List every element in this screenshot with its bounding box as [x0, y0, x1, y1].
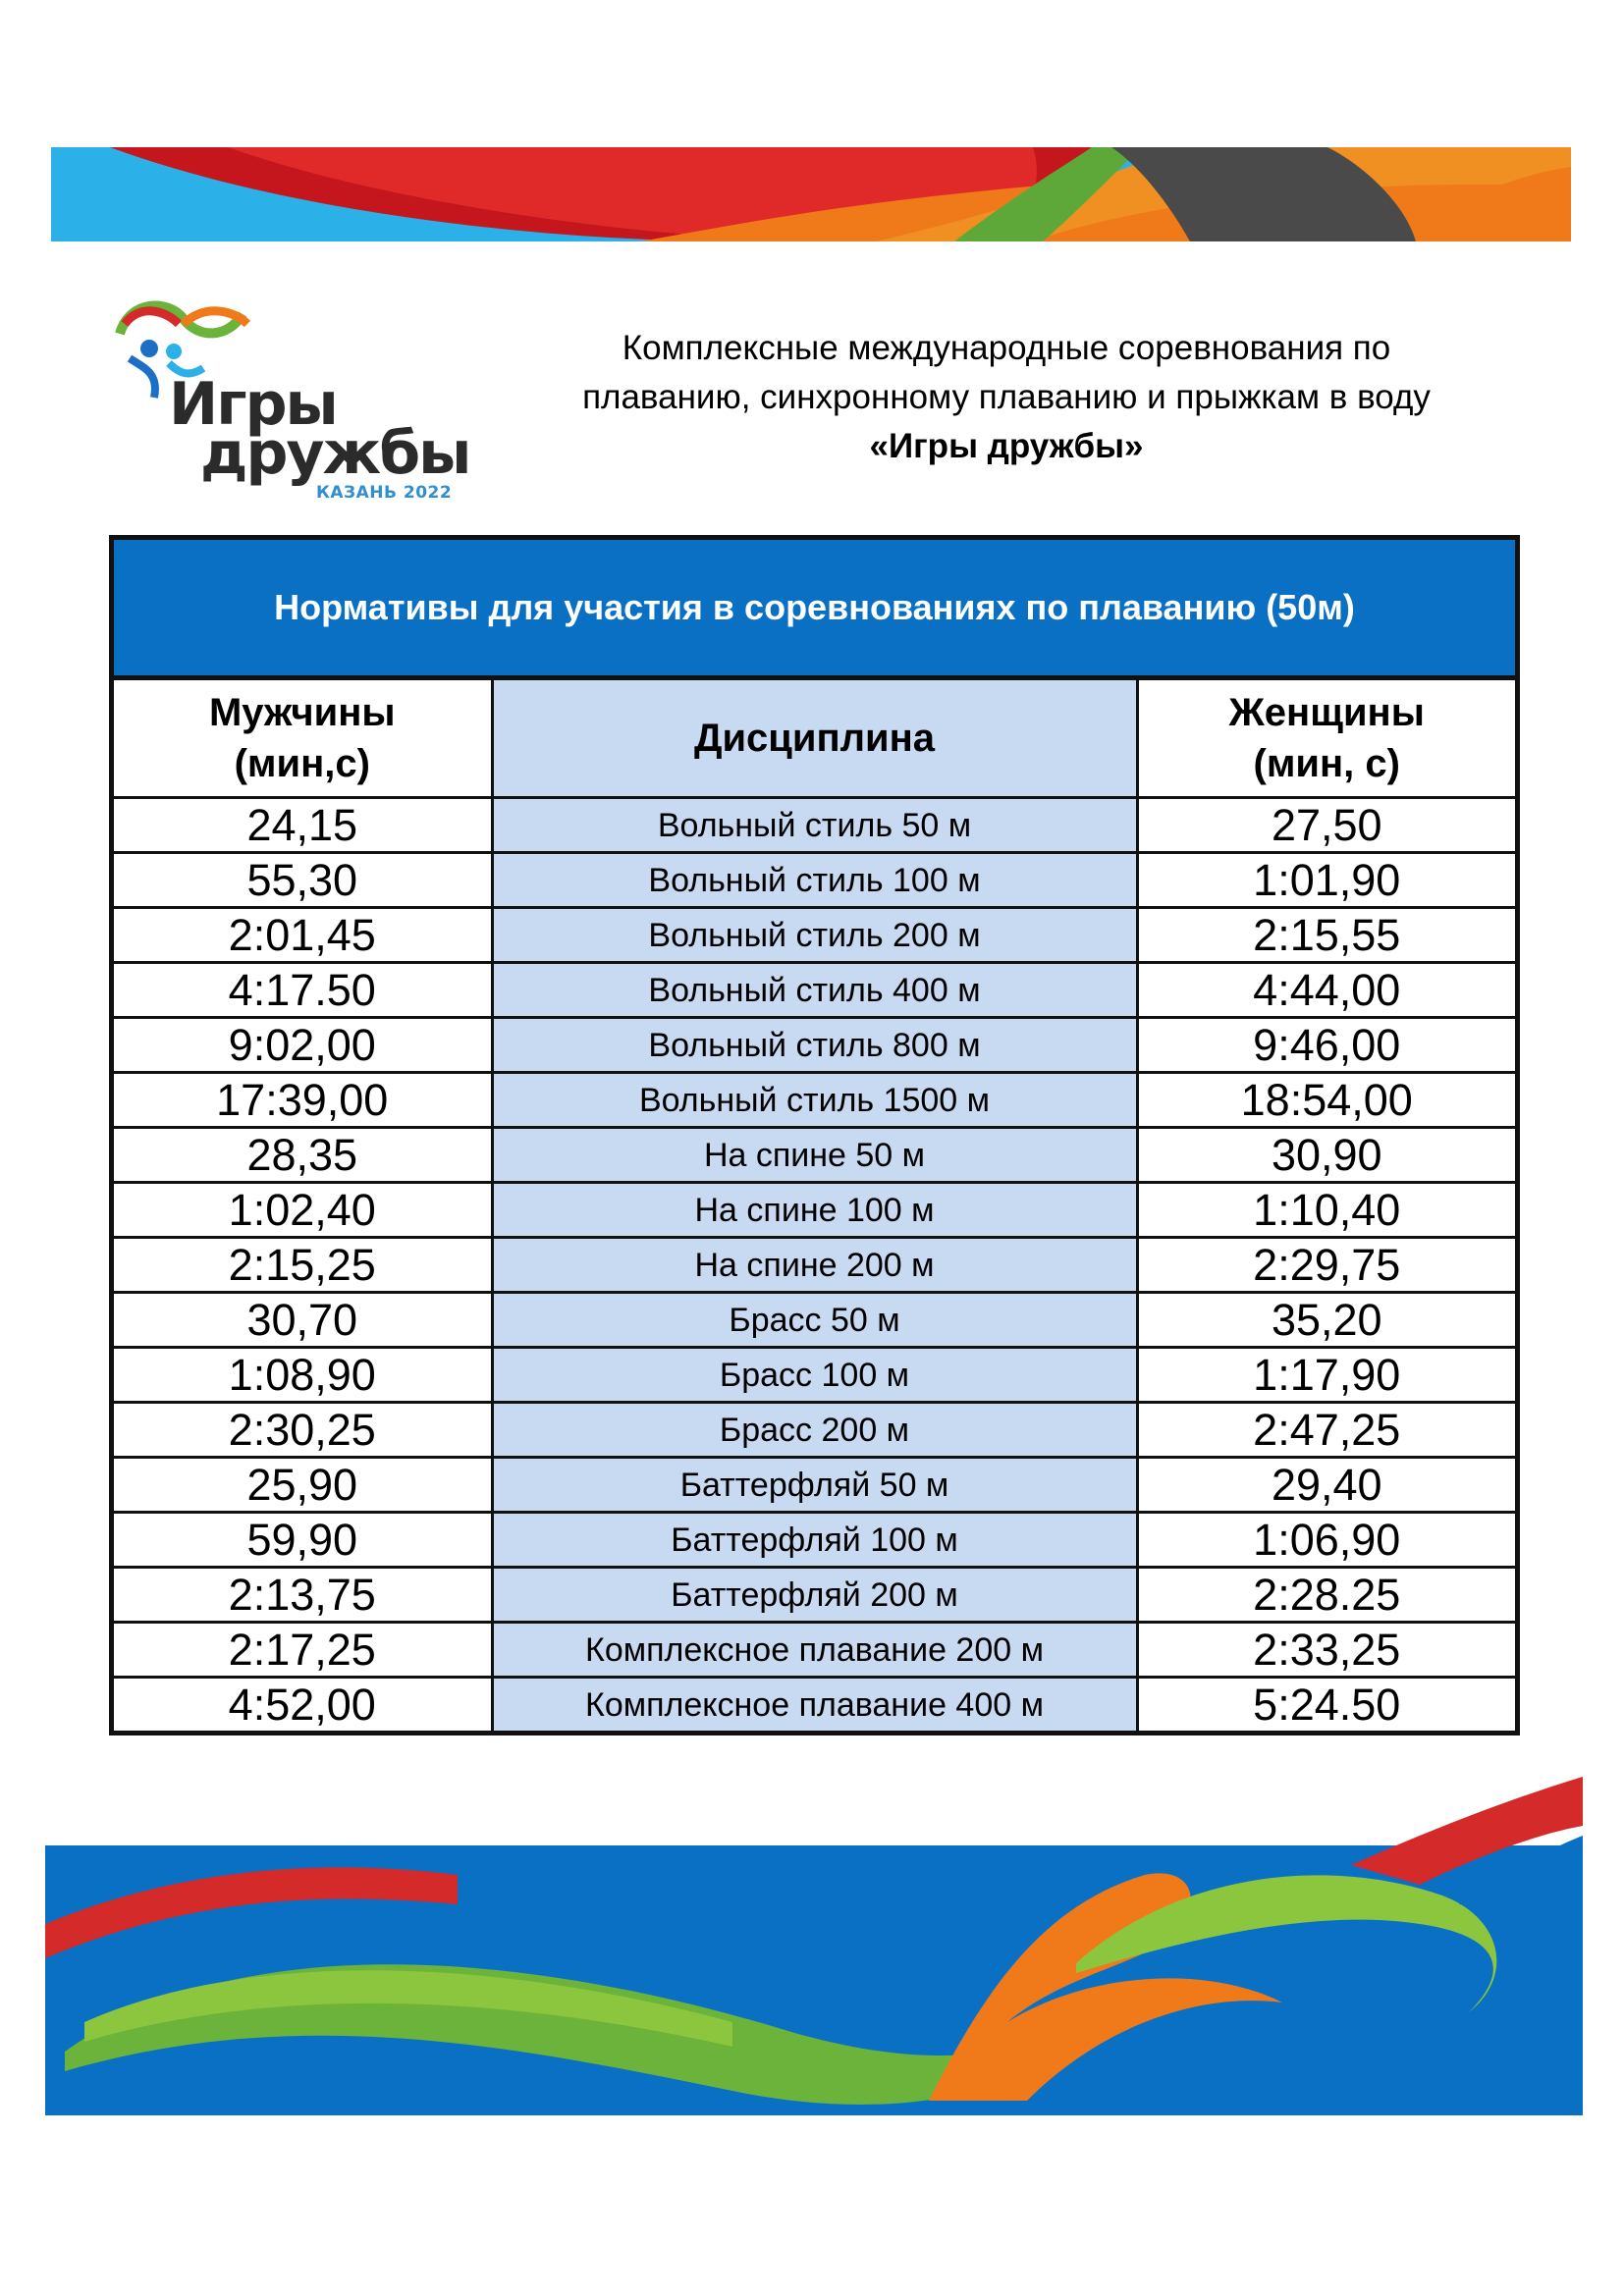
table-row	[114, 1458, 1515, 1513]
table-title: Нормативы для участия в соревнованиях по плаванию (50м)	[114, 540, 1515, 680]
discipline: Вольный стиль 400 м	[492, 963, 1137, 1018]
women-time: 9:46,00	[1137, 1018, 1515, 1073]
women-time: 2:47,25	[1137, 1403, 1515, 1458]
women-time: 2:33,25	[1137, 1623, 1515, 1678]
discipline: На спине 100 м	[492, 1183, 1137, 1238]
discipline: Вольный стиль 800 м	[492, 1018, 1137, 1073]
table-row	[114, 853, 1515, 908]
table-row	[114, 1238, 1515, 1293]
women-time: 1:17,90	[1137, 1348, 1515, 1403]
women-time: 30,90	[1137, 1128, 1515, 1183]
men-time: 25,90	[114, 1458, 492, 1513]
discipline: Баттерфляй 200 м	[492, 1568, 1137, 1623]
logo-subtitle: КАЗАНЬ 2022	[316, 483, 453, 503]
women-time: 27,50	[1137, 798, 1515, 853]
table-row	[114, 1348, 1515, 1403]
discipline: На спине 200 м	[492, 1238, 1137, 1293]
header-row	[114, 680, 1515, 798]
men-time: 9:02,00	[114, 1018, 492, 1073]
men-time: 2:01,45	[114, 908, 492, 963]
games-logo	[110, 294, 473, 506]
table-row	[114, 1018, 1515, 1073]
discipline: Брасс 200 м	[492, 1403, 1137, 1458]
table-row	[114, 1128, 1515, 1183]
discipline: Комплексное плавание 400 м	[492, 1678, 1137, 1732]
discipline: Вольный стиль 100 м	[492, 853, 1137, 908]
women-time: 5:24.50	[1137, 1678, 1515, 1732]
standards-grid	[114, 680, 1515, 1731]
women-time: 4:44,00	[1137, 963, 1515, 1018]
women-time: 35,20	[1137, 1293, 1515, 1348]
event-description-line-2: плаванию, синхронному плаванию и прыжкам в воду	[582, 378, 1431, 416]
discipline: Вольный стиль 50 м	[492, 798, 1137, 853]
men-header-label: Мужчины	[208, 691, 396, 734]
table-row	[114, 1073, 1515, 1128]
table-row	[114, 1293, 1515, 1348]
men-time: 2:30,25	[114, 1403, 492, 1458]
table-row	[114, 1623, 1515, 1678]
event-description-line-1: Комплексные международные соревнования по	[622, 329, 1391, 367]
men-time: 2:13,75	[114, 1568, 492, 1623]
discipline: Вольный стиль 200 м	[492, 908, 1137, 963]
men-time: 24,15	[114, 798, 492, 853]
men-header-unit: (мин,с)	[234, 742, 370, 785]
men-time: 2:15,25	[114, 1238, 492, 1293]
men-time: 1:02,40	[114, 1183, 492, 1238]
table-row	[114, 1568, 1515, 1623]
women-time: 2:28.25	[1137, 1568, 1515, 1623]
women-column-header	[1137, 680, 1515, 798]
table-row	[114, 1513, 1515, 1568]
men-time: 30,70	[114, 1293, 492, 1348]
discipline: Брасс 100 м	[492, 1348, 1137, 1403]
men-time: 17:39,00	[114, 1073, 492, 1128]
standards-table	[109, 535, 1520, 1735]
women-time: 2:15,55	[1137, 908, 1515, 963]
event-name: «Игры дружбы»	[869, 427, 1144, 465]
women-time: 2:29,75	[1137, 1238, 1515, 1293]
discipline-column-header: Дисциплина	[492, 680, 1137, 798]
logo-word-2: дружбы	[200, 419, 470, 488]
women-time: 18:54,00	[1137, 1073, 1515, 1128]
men-time: 4:17.50	[114, 963, 492, 1018]
men-column-header	[114, 680, 492, 798]
men-time: 59,90	[114, 1513, 492, 1568]
discipline: На спине 50 м	[492, 1128, 1137, 1183]
discipline: Брасс 50 м	[492, 1293, 1137, 1348]
top-decorative-banner	[51, 147, 1571, 241]
table-row	[114, 798, 1515, 853]
women-time: 1:06,90	[1137, 1513, 1515, 1568]
logo-word-1: Игры	[169, 370, 337, 439]
table-row	[114, 1678, 1515, 1732]
bottom-decorative-banner	[45, 1777, 1583, 2115]
discipline: Комплексное плавание 200 м	[492, 1623, 1137, 1678]
women-header-label: Женщины	[1228, 691, 1425, 734]
women-header-unit: (мин, с)	[1253, 742, 1400, 785]
table-row	[114, 963, 1515, 1018]
men-time: 55,30	[114, 853, 492, 908]
table-row	[114, 1403, 1515, 1458]
women-time: 29,40	[1137, 1458, 1515, 1513]
men-time: 28,35	[114, 1128, 492, 1183]
table-row	[114, 1183, 1515, 1238]
discipline: Баттерфляй 50 м	[492, 1458, 1137, 1513]
event-header	[511, 324, 1502, 471]
discipline: Вольный стиль 1500 м	[492, 1073, 1137, 1128]
table-row	[114, 908, 1515, 963]
women-time: 1:10,40	[1137, 1183, 1515, 1238]
men-time: 2:17,25	[114, 1623, 492, 1678]
men-time: 1:08,90	[114, 1348, 492, 1403]
women-time: 1:01,90	[1137, 853, 1515, 908]
men-time: 4:52,00	[114, 1678, 492, 1732]
discipline: Баттерфляй 100 м	[492, 1513, 1137, 1568]
